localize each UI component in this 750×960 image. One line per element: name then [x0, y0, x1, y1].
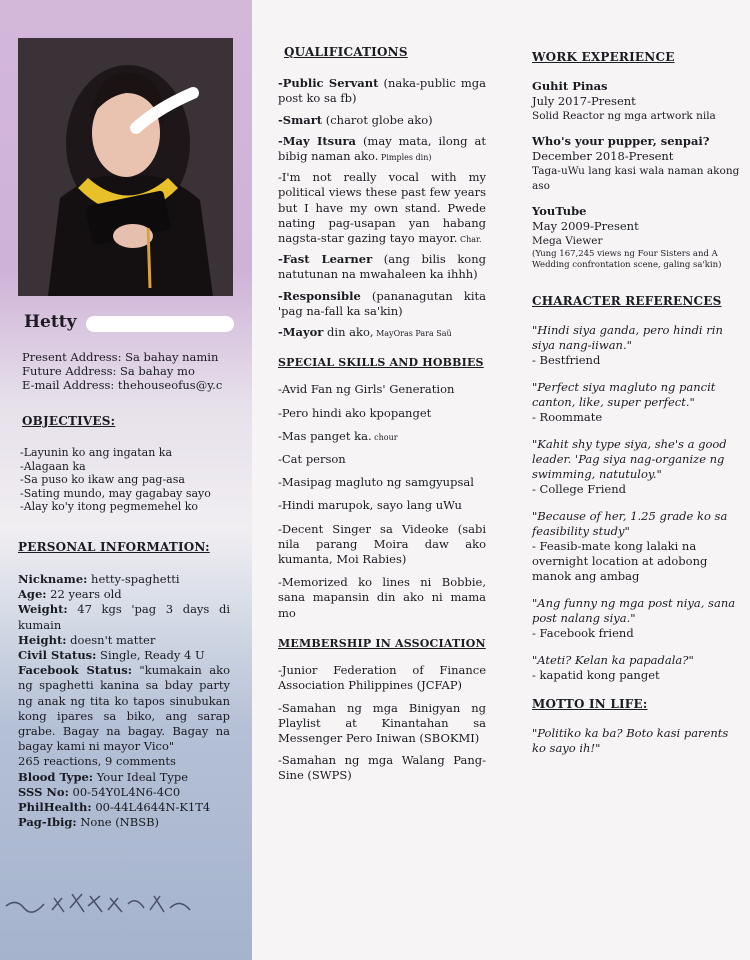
personal-info-row: Pag-Ibig: None (NBSB): [18, 815, 160, 830]
graduation-photo-illustration: [18, 38, 233, 296]
personal-info-row: Civil Status: Single, Ready 4 U: [18, 648, 205, 663]
reference-quote: "Ateti? Kelan ka papadala?": [532, 653, 694, 667]
reference-quote: "Hindi siya ganda, pero hindi rin siya nang-iiwan.": [532, 323, 723, 352]
membership-item: -Samahan ng mga Binigyan ng Playlist at Kinantahan sa Messenger Pero Iniwan (SBOKMI): [278, 700, 486, 745]
reference-entry: [532, 596, 742, 641]
work-date: December 2018-Present: [532, 149, 674, 163]
objective-item: -Layunin ko ang ingatan ka: [20, 446, 173, 459]
reference-source: - Feasib-mate kong lalaki na overnight location at adobong manok ang ambag: [532, 539, 708, 583]
qualifications-heading: QUALIFICATIONS: [284, 45, 408, 59]
qualification-item: -Responsible (pananagutan kita 'pag na-fall ka sa'kin): [278, 288, 486, 318]
skill-item: -Hindi marupok, sayo lang uWu: [278, 498, 462, 513]
reference-source: - kapatid kong panget: [532, 668, 660, 682]
applicant-name: Hetty: [24, 312, 77, 332]
objective-item: -Sa puso ko ikaw ang pag-asa: [20, 473, 185, 486]
reference-entry: [532, 509, 742, 584]
redacted-surname: [86, 316, 234, 332]
personal-info-row: Facebook Status: "kumakain ako ng spaghetti kanina sa bday party ng anak ng tita ko tapos sinubukan kong ipares sa biko, ang sarap grabe. Bagay na bagay. Bagay na bagay kami ni mayor Vico": [18, 663, 230, 754]
reference-quote: "Perfect siya magluto ng pancit canton, like, super perfect.": [532, 380, 716, 409]
personal-info-row: Height: doesn't matter: [18, 632, 156, 647]
personal-info-row: Blood Type: Your Ideal Type: [18, 769, 189, 784]
work-desc: Mega Viewer: [532, 235, 603, 247]
work-note: (Yung 167,245 views ng Four Sisters and A Wedding confrontation scene, galing sa'kin): [532, 249, 722, 270]
work-title: Guhit Pinas: [532, 79, 608, 93]
motto-text: "Politiko ka ba? Boto kasi parents ko sayo ih!": [532, 726, 729, 755]
reference-source: - Roommate: [532, 410, 603, 424]
reference-quote: "Kahit shy type siya, she's a good leader. 'Pag siya nag-organize ng swimming, natutuloy.": [532, 437, 727, 481]
personal-info-row: 265 reactions, 9 comments: [18, 754, 176, 769]
objective-item: -Alay ko'y itong pegmemehel ko: [20, 500, 199, 513]
work-title: Who's your pupper, senpai?: [532, 134, 710, 148]
skill-item: -Cat person: [278, 452, 346, 467]
personal-info-heading: PERSONAL INFORMATION:: [18, 540, 210, 554]
reference-entry: [532, 380, 742, 425]
work-desc: Taga-uWu lang kasi wala naman akong aso: [532, 165, 740, 192]
skill-item: -Avid Fan ng Girls' Generation: [278, 382, 455, 397]
skill-item: -Decent Singer sa Videoke (sabi nila parang Moira daw ako kumanta, Moi Rabies): [278, 521, 486, 567]
membership-item: -Junior Federation of Finance Association Philippines (JCFAP): [278, 663, 486, 693]
right-column: [532, 50, 742, 756]
qualification-item: -Mayor din ako, MayOras Para Saü: [278, 325, 452, 340]
skill-item: -Masipag magluto ng samgyupsal: [278, 475, 474, 490]
personal-info-row: SSS No: 00-54Y0L4N6-4C0: [18, 784, 181, 799]
work-entry: [532, 204, 742, 270]
personal-info-row: Weight: 47 kgs 'pag 3 days di kumain: [18, 602, 230, 632]
personal-info-list: [18, 572, 230, 830]
qualification-item: -Smart (charot globe ako): [278, 112, 433, 127]
skill-item: -Memorized ko lines ni Bobbie, sana mapansin din ako ni mama mo: [278, 575, 486, 620]
objective-item: -Sating mundo, may gagabay sayo: [20, 486, 211, 500]
personal-info-row: Age: 22 years old: [18, 587, 122, 602]
address-block: [22, 350, 222, 392]
reference-source: - Bestfriend: [532, 353, 601, 367]
skill-item: -Mas panget ka. chour: [278, 428, 398, 443]
signature-scribble: [4, 884, 204, 924]
reference-entry: [532, 323, 742, 368]
references-heading: CHARACTER REFERENCES: [532, 294, 722, 308]
work-entry: [532, 134, 742, 194]
skill-item: -Pero hindi ako kpopanget: [278, 405, 432, 420]
objectives-heading: OBJECTIVES:: [22, 414, 116, 428]
personal-info-row: PhilHealth: 00-44L4644N-K1T4: [18, 800, 211, 815]
skills-heading: SPECIAL SKILLS AND HOBBIES: [278, 356, 484, 370]
future-address: Future Address: Sa bahay mo: [22, 364, 195, 378]
qualification-item: -May Itsura (may mata, ilong at bibig naman ako. Pimples din): [278, 133, 486, 164]
work-date: May 2009-Present: [532, 219, 639, 233]
work-desc: Solid Reactor ng mga artwork nila: [532, 110, 716, 122]
middle-column: [278, 45, 486, 791]
motto-heading: MOTTO IN LIFE:: [532, 697, 648, 711]
membership-heading: MEMBERSHIP IN ASSOCIATION: [278, 636, 486, 650]
reference-entry: [532, 437, 742, 497]
work-entry: [532, 79, 742, 124]
reference-source: - Facebook friend: [532, 626, 634, 640]
objectives-list: [20, 446, 211, 514]
reference-entry: [532, 653, 742, 683]
qualification-item: -Public Servant (naka-public mga post ko sa fb): [278, 76, 486, 106]
objective-item: -Alagaan ka: [20, 459, 86, 473]
reference-source: - College Friend: [532, 482, 626, 496]
resume-sidebar: [0, 0, 252, 960]
work-experience-heading: WORK EXPERIENCE: [532, 50, 675, 64]
work-title: YouTube: [532, 204, 587, 218]
reference-quote: "Ang funny ng mga post niya, sana post nalang siya.": [532, 596, 736, 625]
qualification-item: -Fast Learner (ang bilis kong natutunan na mwahaleen ka ihhh): [278, 252, 486, 282]
qualification-item: -I'm not really vocal with my political views these past few years but I have my own stand. Pwede nating pag-usapan yan habang nagsta-star gazing tayo mayor. Char.: [278, 170, 486, 246]
graduation-photo: [18, 38, 233, 296]
personal-info-row: Nickname: hetty-spaghetti: [18, 572, 180, 586]
reference-quote: "Because of her, 1.25 grade ko sa feasibility study": [532, 509, 728, 538]
membership-item: -Samahan ng mga Walang Pang-Sine (SWPS): [278, 753, 486, 783]
present-address: Present Address: Sa bahay namin: [22, 350, 219, 364]
email-address: E-mail Address: thehouseofus@y.c: [22, 378, 223, 392]
work-date: July 2017-Present: [532, 94, 636, 108]
